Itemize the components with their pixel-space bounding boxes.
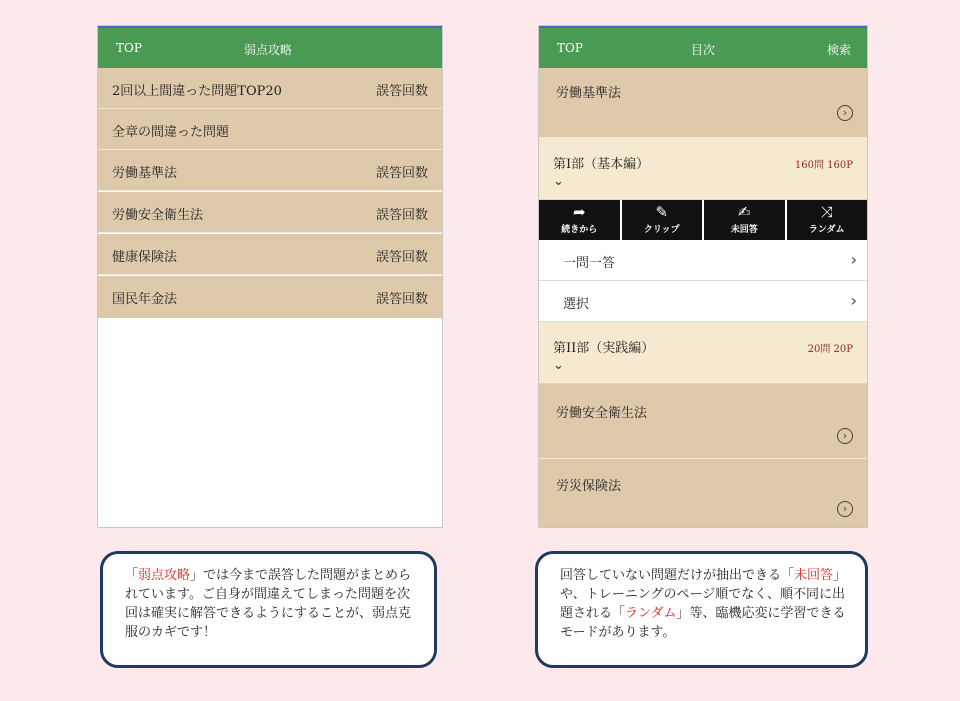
app-header	[98, 26, 442, 68]
chapter-workers-comp[interactable]	[539, 459, 867, 528]
callout-text: 回答していない問題だけが抽出できる「	[560, 568, 795, 583]
chevron-right-circle-icon[interactable]: ›	[837, 428, 853, 444]
part-count: 160問 160P	[794, 160, 853, 171]
mode-toolbar	[539, 200, 867, 240]
callout-highlight: 未回答	[794, 568, 834, 583]
list-item-labor-standards[interactable]	[98, 150, 442, 191]
unanswered-button[interactable]	[704, 200, 787, 240]
top-link[interactable]: TOP	[116, 41, 142, 55]
weakness-screen	[97, 25, 443, 528]
part-basic[interactable]	[539, 138, 867, 200]
callout-highlight: ランダム	[625, 606, 677, 621]
error-count-label: 誤答回数	[375, 208, 428, 223]
callout-text: 「	[125, 568, 139, 583]
list-item-all-chapters[interactable]	[98, 109, 442, 150]
part-practice[interactable]	[539, 322, 867, 384]
search-link[interactable]: 検索	[826, 43, 851, 57]
chevron-right-icon: ›	[850, 250, 857, 269]
chapter-label: 労災保険法	[556, 479, 622, 494]
callout-weakness	[100, 551, 437, 668]
page-title: 目次	[691, 43, 716, 57]
callout-modes	[535, 551, 868, 668]
continue-button[interactable]	[539, 200, 622, 240]
list-item-label: 全章の間違った問題	[112, 125, 230, 140]
chevron-right-circle-icon[interactable]: ›	[837, 105, 853, 121]
list-item-health-insurance[interactable]	[98, 234, 442, 275]
table-of-contents-screen	[538, 25, 868, 528]
share-arrow-icon: ➦	[572, 203, 586, 221]
error-count-label: 誤答回数	[375, 84, 428, 99]
part-label: 第I部（基本編）	[553, 157, 650, 172]
list-item-label: 労働基準法	[112, 166, 178, 181]
clip-label: クリップ	[643, 225, 680, 235]
unanswered-label: 未回答	[730, 225, 758, 235]
chevron-right-icon: ›	[850, 291, 857, 310]
callout-highlight: 弱点攻略	[138, 568, 191, 583]
edit-icon: ✍	[737, 203, 751, 221]
chevron-down-icon[interactable]: ⌄	[553, 174, 564, 189]
chapter-safety-health[interactable]	[539, 384, 867, 459]
callout-text: 」では今まで誤答した問題がまとめられています。ご自身が間違えてしまった問題を次回は確実に解答できるようにすることが、弱点克服のカギです！	[125, 568, 412, 640]
mode-one-question[interactable]	[539, 240, 867, 281]
list-item-label: 健康保険法	[112, 250, 178, 265]
error-count-label: 誤答回数	[375, 250, 428, 265]
mode-label: 選択	[563, 297, 590, 312]
callout-text: 」等、臨機応変に学習できるモードがあります。	[560, 606, 846, 640]
continue-label: 続きから	[561, 225, 598, 235]
paperclip-icon: ✎	[655, 203, 669, 221]
error-count-label: 誤答回数	[375, 166, 428, 181]
app-header	[539, 26, 867, 68]
random-button[interactable]	[787, 200, 868, 240]
list-item-top20[interactable]	[98, 68, 442, 109]
part-label: 第II部（実践編）	[553, 341, 655, 356]
page-title: 弱点攻略	[244, 43, 293, 57]
part-count: 20問 20P	[807, 344, 853, 355]
mode-label: 一問一答	[563, 256, 616, 271]
list-item-safety-health[interactable]	[98, 192, 442, 233]
chevron-down-icon[interactable]: ⌄	[553, 358, 564, 373]
list-item-label: 国民年金法	[112, 292, 178, 307]
chapter-labor-standards[interactable]	[539, 68, 867, 138]
list-item-national-pension[interactable]	[98, 276, 442, 318]
mode-choice[interactable]	[539, 281, 867, 322]
error-count-label: 誤答回数	[375, 292, 428, 307]
clip-button[interactable]	[622, 200, 705, 240]
random-label: ランダム	[808, 225, 845, 235]
callout-text: 」や、トレーニングのページ順でなく、順不同に出題される「	[560, 568, 847, 621]
list-item-label: 2回以上間違った問題TOP20	[112, 84, 282, 99]
top-link[interactable]: TOP	[557, 41, 583, 55]
chevron-right-circle-icon[interactable]: ›	[837, 501, 853, 517]
shuffle-icon: ⤨	[820, 203, 833, 221]
chapter-label: 労働基準法	[556, 86, 622, 101]
list-item-label: 労働安全衛生法	[112, 208, 204, 223]
chapter-label: 労働安全衛生法	[556, 406, 648, 421]
